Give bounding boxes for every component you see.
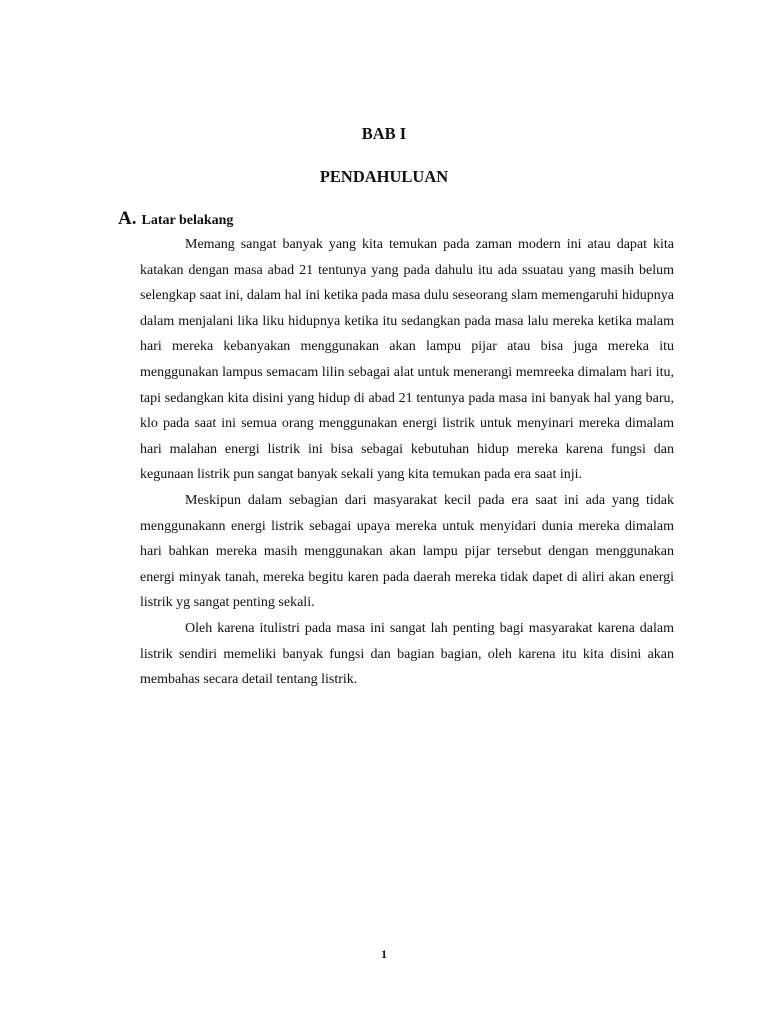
chapter-title: PENDAHULUAN xyxy=(319,167,449,186)
page-number: 1 xyxy=(381,947,387,961)
section-title: Latar belakang xyxy=(141,213,234,228)
chapter-number: BAB I xyxy=(361,124,407,143)
paragraph-2: Meskipun dalam sebagian dari masyarakat kecil pada era saat ini ada yang tidak menggunakann energi listrik sebagai upaya mereka untuk menyidari dunia mereka dimalam hari bahkan mereka masih menggunakan akan lampu pijar tersebut dengan menggunakan energi minyak tanah, mereka begitu karen pada daerah mereka tidak dapet di aliri akan energi listrik yg sangat penting sekali. xyxy=(140,492,674,611)
section-letter: A. xyxy=(118,208,137,229)
paragraph-3: Oleh karena itulistri pada masa ini sangat lah penting bagi masyarakat karena dalam listrik sendiri memeliki banyak fungsi dan bagian bagian, oleh karena itu kita disini akan membahas secara detail tentang listrik. xyxy=(140,620,674,688)
section-heading xyxy=(118,208,233,230)
body-text xyxy=(140,232,674,693)
paragraph-1: Memang sangat banyak yang kita temukan pada zaman modern ini atau dapat kita katakan dengan masa abad 21 tentunya yang pada dahulu itu ada ssuatau yang masih belum selengkap saat ini, dalam hal ini ketika pada masa dulu seseorang slam memengaruhi hidupnya dalam menjalani lika liku hidupnya ketika itu sedangkan pada masa lalu mereka ketika malam hari mereka kebanyakan menggunakan akan lampu pijar atau bisa juga mereka itu menggunakan lampus semacam lilin sebagai alat untuk menerangi memreeka dimalam hari itu, tapi sedangkan kita disini yang hidup di abad 21 tentunya pada masa ini banyak hal yang baru, klo pada saat ini semua orang menggunakan energi listrik untuk menyinari mereka dimalam hari malahan energi listrik ini bisa sebagai kebutuhan hidup mereka karena fungsi dan kegunaan listrik pun sangat banyak sekali yang kita temukan pada era saat inji. xyxy=(140,237,674,483)
